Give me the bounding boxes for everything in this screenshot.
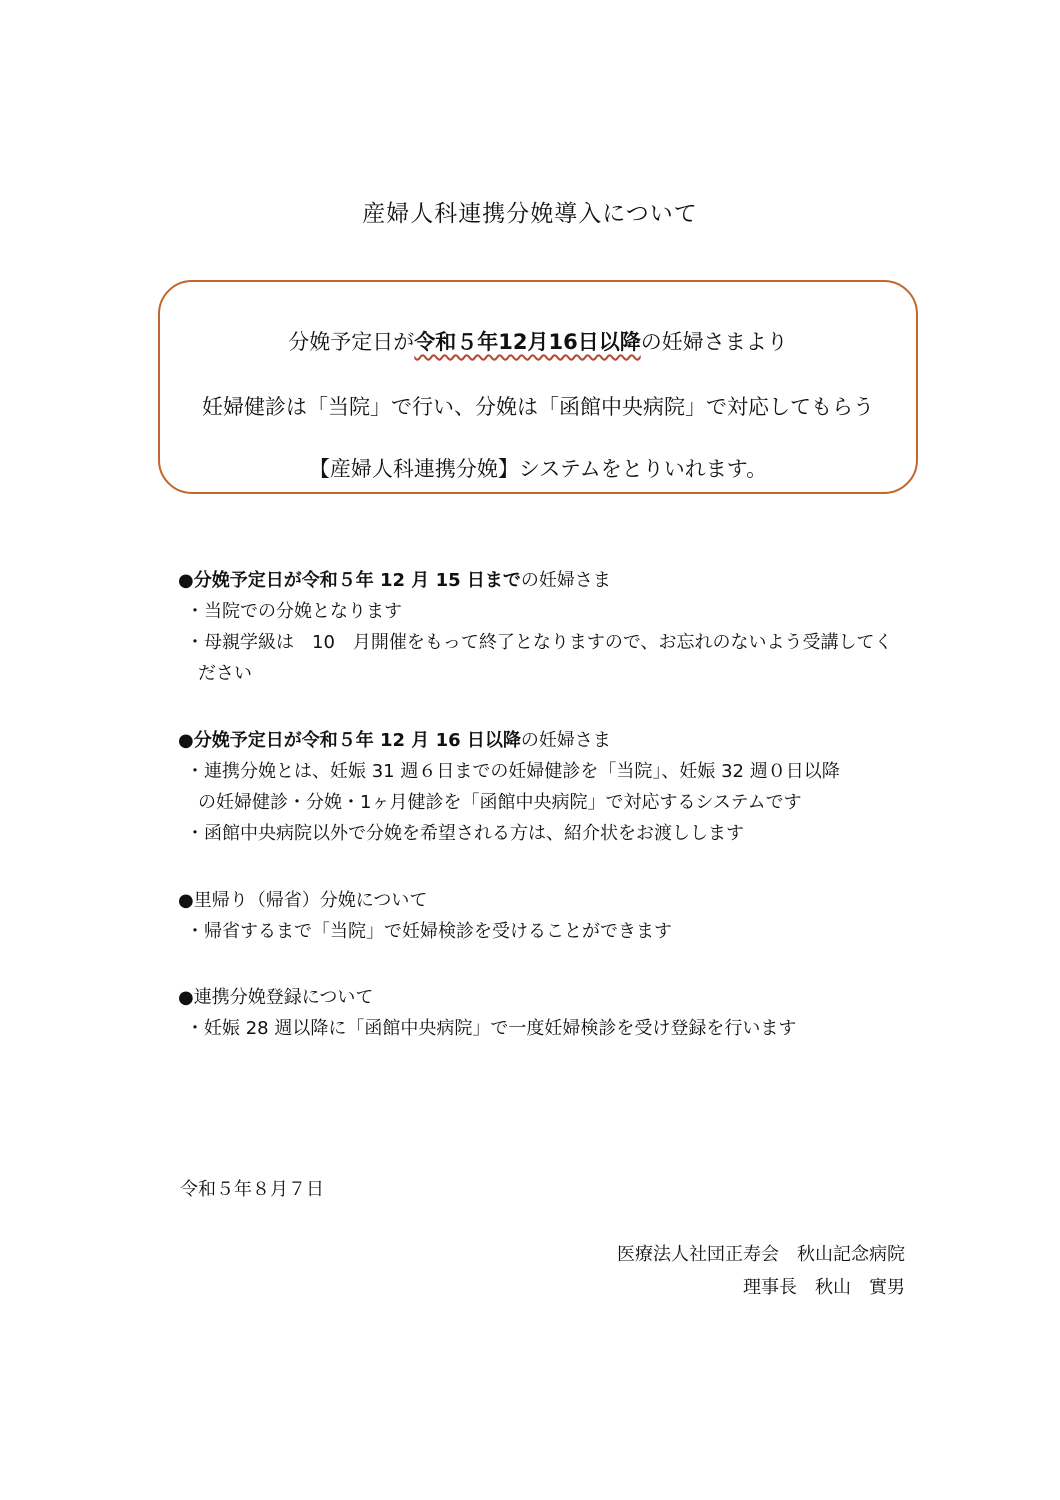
section-before-dec15	[178, 565, 893, 689]
notice-line-3: 【産婦人科連携分娩】システムをとりいれます。	[308, 457, 768, 481]
list-item: ・連携分娩とは、妊娠 31 週６日までの妊婦健診を「当院」、妊娠 32 週０日以降	[186, 761, 840, 782]
list-item-continuation: ださい	[198, 663, 252, 684]
section-homecoming-birth	[178, 885, 672, 947]
list-item: ・母親学級は 10 月開催をもって終了となりますので、お忘れのないよう受講してく	[186, 632, 893, 653]
section-heading: ●里帰り（帰省）分娩について	[178, 890, 428, 911]
signer-name: 理事長 秋山 實男	[743, 1277, 905, 1298]
notice-box	[158, 280, 918, 494]
issue-date: 令和５年８月７日	[180, 1179, 324, 1200]
section-after-dec16	[178, 725, 840, 849]
section-heading-bold: 分娩予定日が令和５年 12 月 16 日以降	[193, 730, 521, 751]
notice-line-1	[160, 326, 916, 356]
signature-block	[617, 1238, 905, 1304]
section-registration	[178, 982, 796, 1044]
list-item-continuation: の妊婦健診・分娩・1ヶ月健診を「函館中央病院」で対応するシステムです	[198, 792, 802, 813]
notice-start-date: 令和５年12月16日以降	[414, 330, 641, 354]
organization-name: 医療法人社団正寿会 秋山記念病院	[617, 1244, 905, 1265]
notice-line-1-post: の妊婦さまより	[640, 330, 788, 354]
bullet: ●	[178, 570, 194, 591]
notice-line-1-pre: 分娩予定日が	[288, 330, 415, 354]
section-heading: ●連携分娩登録について	[178, 987, 374, 1008]
section-heading	[178, 565, 893, 596]
list-item: ・函館中央病院以外で分娩を希望される方は、紹介状をお渡しします	[186, 823, 744, 844]
section-heading-bold: 分娩予定日が令和５年 12 月 15 日まで	[193, 570, 521, 591]
notice-line-2: 妊婦健診は「当院」で行い、分娩は「函館中央病院」で対応してもらう	[202, 395, 874, 419]
list-item: ・当院での分娩となります	[186, 601, 402, 622]
section-heading	[178, 725, 840, 756]
section-heading-rest: の妊婦さま	[520, 570, 611, 591]
list-item: ・妊娠 28 週以降に「函館中央病院」で一度妊婦検診を受け登録を行います	[186, 1018, 797, 1039]
section-heading-rest: の妊婦さま	[520, 730, 611, 751]
bullet: ●	[178, 730, 194, 751]
page-title: 産婦人科連携分娩導入について	[362, 201, 698, 227]
list-item: ・帰省するまで「当院」で妊婦検診を受けることができます	[186, 921, 672, 942]
